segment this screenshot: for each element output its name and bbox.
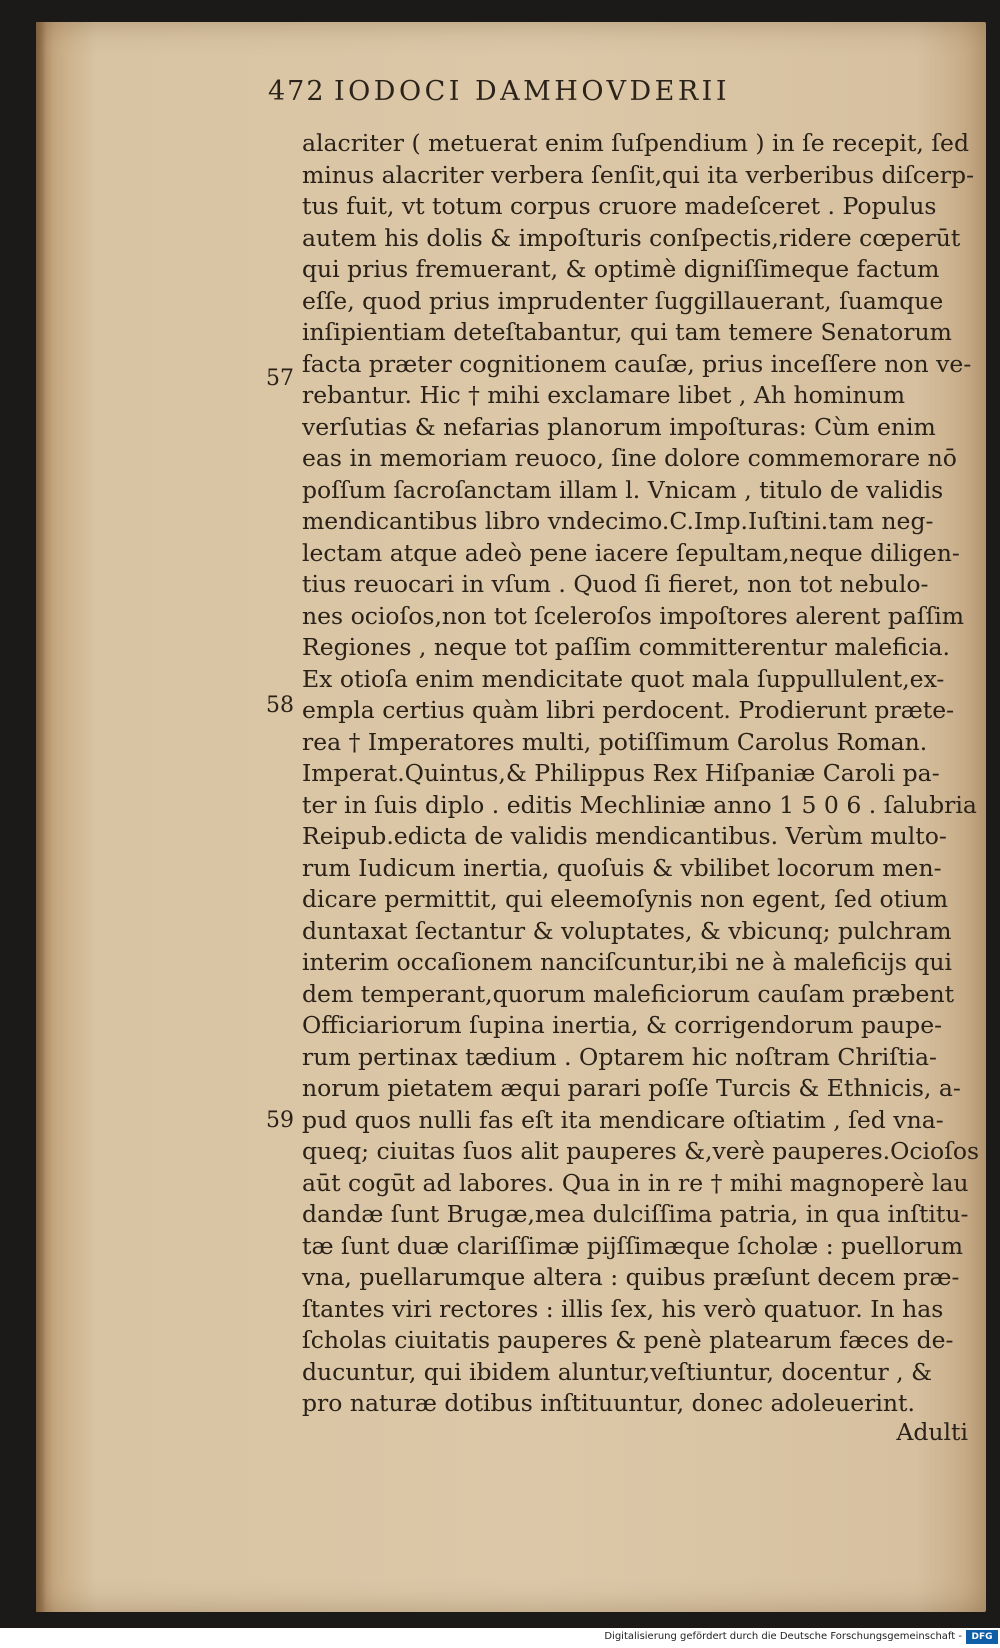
- text-line: empla certius quàm libri perdocent. Prodierunt præte-: [302, 696, 955, 724]
- page-number: 472: [268, 76, 326, 107]
- text-line: ter in ſuis diplo . editis Mechliniæ anno 1 5 0 6 . ſalubria: [302, 790, 977, 819]
- text-line: lectam atque adeò pene iacere ſepultam,neque diligen-: [302, 538, 960, 567]
- text-line: inſipientiam deteſtabantur, qui tam temere Senatorum: [302, 318, 952, 346]
- margin-note-58: 58: [266, 693, 294, 718]
- catchword: Adulti: [896, 1418, 968, 1446]
- text-line: eſſe, quod prius imprudenter ſuggillauerant, ſuamque: [302, 286, 944, 315]
- text-line: mendicantibus libro vndecimo.C.Imp.Iuſtini.tam neg-: [302, 507, 934, 535]
- text-line: Reipub.edicta de validis mendicantibus. Verùm multo-: [302, 822, 947, 850]
- text-line: facta præter cognitionem cauſæ, prius inceſſere non ve-: [302, 349, 972, 378]
- text-line: vna, puellarumque altera : quibus præſunt decem præ-: [302, 1263, 960, 1291]
- text-line: verſutias & nefarias planorum impoſturas: Cùm enim: [302, 412, 936, 441]
- footer-credit-text: Digitalisierung gefördert durch die Deutsche Forschungsgemeinschaft -: [604, 1631, 962, 1642]
- text-line: aūt cogūt ad labores. Qua in in re † mihi magnoperè lau: [302, 1168, 969, 1197]
- text-line: norum pietatem æqui parari poſſe Turcis & Ethnicis, a-: [302, 1074, 961, 1102]
- text-line: rum pertinax tædium . Optarem hic noſtram Chriſtia-: [302, 1042, 937, 1071]
- text-line: qui prius fremuerant, & optimè digniſſimeque factum: [302, 255, 940, 283]
- text-line: tæ ſunt duæ clariſſimæ pijſſimæque ſcholæ : puellorum: [302, 1231, 964, 1260]
- text-line: duntaxat ſectantur & voluptates, & vbicunq; pulchram: [302, 916, 952, 945]
- text-line: poſſum ſacroſanctam illam l. Vnicam , titulo de validis: [302, 475, 944, 504]
- text-line: dicare permittit, qui eleemoſynis non egent, ſed otium: [302, 885, 949, 913]
- text-line: rum Iudicum inertia, quoſuis & vbilibet locorum men-: [302, 853, 942, 882]
- text-line: rea † Imperatores multi, potiſſimum Carolus Roman.: [302, 727, 928, 756]
- page-binding-edge: [36, 22, 46, 1612]
- running-head: [268, 62, 888, 112]
- running-head-title: IODOCI DAMHOVDERII: [334, 76, 731, 107]
- text-line: pro naturæ dotibus inſtituuntur, donec adoleuerint.: [302, 1389, 915, 1417]
- text-line: autem his dolis & impoſturis conſpectis,ridere cœperūt: [302, 223, 961, 252]
- text-line: Regiones , neque tot paſſim committerentur maleficia.: [302, 633, 950, 661]
- text-line: queq; ciuitas ſuos alit pauperes &,verè pauperes.Ocioſos: [302, 1137, 980, 1165]
- text-line: ſcholas ciuitatis pauperes & penè platearum fæces de-: [302, 1326, 954, 1354]
- text-line: eas in memoriam reuoco, ſine dolore commemorare nō: [302, 444, 957, 472]
- text-line: ſtantes viri rectores : illis ſex, his verò quatuor. In has: [302, 1294, 944, 1323]
- text-line: Imperat.Quintus,& Philippus Rex Hiſpaniæ Caroli pa-: [302, 759, 940, 787]
- margin-note-57: 57: [266, 366, 294, 391]
- digitization-footer: [0, 1628, 1000, 1648]
- text-line: pud quos nulli fas eſt ita mendicare oſtiatim , ſed vna-: [302, 1105, 944, 1134]
- margin-note-59: 59: [266, 1108, 294, 1133]
- text-line: nes ocioſos,non tot ſceleroſos impoſtores alerent paſſim: [302, 601, 965, 630]
- text-line: Officiariorum ſupina inertia, & corrigendorum paupe-: [302, 1011, 943, 1039]
- text-line: rebantur. Hic † mihi exclamare libet , Ah hominum: [302, 381, 906, 409]
- text-line: dandæ ſunt Brugæ,mea dulciſſima patria, in qua inſtitu-: [302, 1200, 969, 1228]
- text-line: tius reuocari in vſum . Quod ſi fieret, non tot nebulo-: [302, 570, 929, 598]
- dfg-logo: DFG: [966, 1630, 998, 1644]
- text-line: alacriter ( metuerat enim ſuſpendium ) in ſe recepit, ſed: [302, 129, 969, 157]
- text-line: dem temperant,quorum maleficiorum cauſam præbent: [302, 979, 955, 1008]
- text-line: ducuntur, qui ibidem aluntur,veſtiuntur, docentur , &: [302, 1357, 933, 1386]
- text-line: interim occaſionem nanciſcuntur,ibi ne à maleficijs qui: [302, 948, 953, 976]
- body-text: [302, 128, 980, 1420]
- text-line: minus alacriter verbera ſenſit,qui ita verberibus diſcerp-: [302, 160, 975, 189]
- text-line: tus fuit, vt totum corpus cruore madeſceret . Populus: [302, 192, 937, 220]
- text-line: Ex otioſa enim mendicitate quot mala ſuppullulent,ex-: [302, 664, 945, 693]
